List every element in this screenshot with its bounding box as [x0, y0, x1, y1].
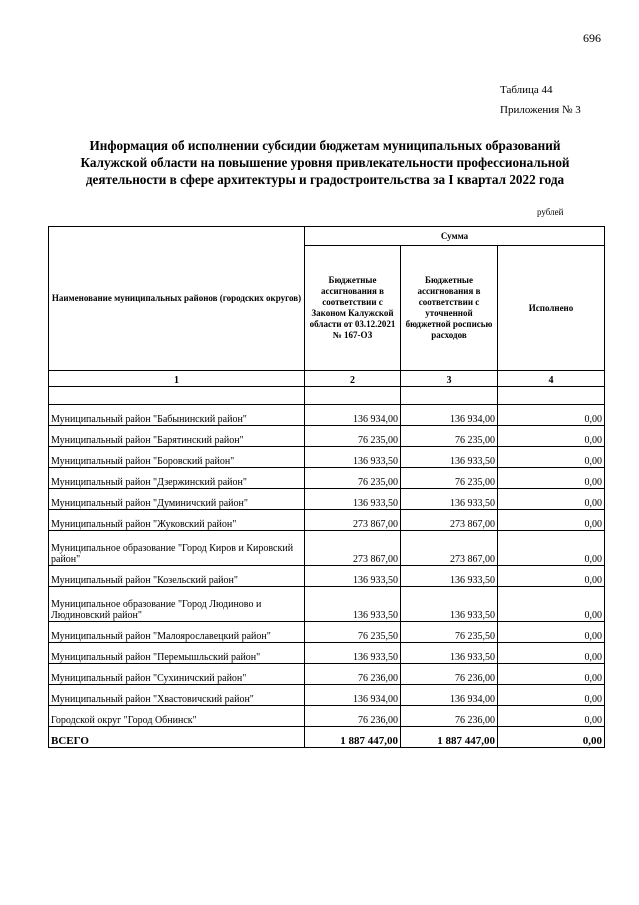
table-row [49, 468, 605, 489]
total-row [49, 727, 605, 748]
row-done: 0,00 [498, 664, 605, 685]
appendix-label: Приложения № 3 [500, 104, 581, 116]
row-name: Муниципальное образование "Город Киров и Кировский район" [49, 531, 305, 566]
row-law: 136 933,50 [305, 587, 401, 622]
table-row [49, 643, 605, 664]
table-row [49, 566, 605, 587]
row-law: 273 867,00 [305, 510, 401, 531]
row-done: 0,00 [498, 489, 605, 510]
row-name: Муниципальный район "Сухиничский район" [49, 664, 305, 685]
col-number-2: 2 [305, 371, 401, 387]
spacer-row [49, 387, 605, 405]
units-label: рублей [537, 207, 564, 217]
row-refined: 76 236,00 [401, 706, 498, 727]
table-row [49, 405, 605, 426]
total-refined: 1 887 447,00 [401, 727, 498, 748]
total-done: 0,00 [498, 727, 605, 748]
row-done: 0,00 [498, 468, 605, 489]
header-name: Наименование муниципальных районов (городских округов) [49, 227, 305, 371]
row-refined: 136 934,00 [401, 685, 498, 706]
subsidy-table [48, 226, 605, 748]
table-row [49, 664, 605, 685]
row-law: 76 236,00 [305, 706, 401, 727]
row-name: Городской округ "Город Обнинск" [49, 706, 305, 727]
row-name: Муниципальный район "Бабынинский район" [49, 405, 305, 426]
row-law: 136 934,00 [305, 405, 401, 426]
row-done: 0,00 [498, 405, 605, 426]
row-refined: 273 867,00 [401, 531, 498, 566]
col-number-4: 4 [498, 371, 605, 387]
row-refined: 136 933,50 [401, 587, 498, 622]
page-number: 696 [583, 31, 601, 45]
total-label: ВСЕГО [49, 727, 305, 748]
header-sum: Сумма [305, 227, 605, 246]
header-executed: Исполнено [498, 246, 605, 371]
row-refined: 76 236,00 [401, 664, 498, 685]
row-done: 0,00 [498, 531, 605, 566]
row-name: Муниципальный район "Козельский район" [49, 566, 305, 587]
row-done: 0,00 [498, 643, 605, 664]
header-refined-allocation: Бюджетные ассигнования в соответствии с уточненной бюджетной росписью расходов [401, 246, 498, 371]
row-done: 0,00 [498, 566, 605, 587]
row-done: 0,00 [498, 587, 605, 622]
row-law: 136 933,50 [305, 447, 401, 468]
row-refined: 136 933,50 [401, 489, 498, 510]
row-name: Муниципальный район "Хвастовичский район" [49, 685, 305, 706]
table-row [49, 706, 605, 727]
row-done: 0,00 [498, 510, 605, 531]
table-row [49, 685, 605, 706]
row-refined: 136 934,00 [401, 405, 498, 426]
row-refined: 136 933,50 [401, 643, 498, 664]
col-number-1: 1 [49, 371, 305, 387]
table-row [49, 531, 605, 566]
row-refined: 76 235,00 [401, 426, 498, 447]
row-law: 136 933,50 [305, 643, 401, 664]
row-law: 76 235,50 [305, 622, 401, 643]
table-row [49, 426, 605, 447]
table-row [49, 587, 605, 622]
header-law-allocation: Бюджетные ассигнования в соответствии с Законом Калужской области от 03.12.2021 № 167-ОЗ [305, 246, 401, 371]
row-law: 76 236,00 [305, 664, 401, 685]
total-law: 1 887 447,00 [305, 727, 401, 748]
table-row [49, 510, 605, 531]
row-name: Муниципальный район "Жуковский район" [49, 510, 305, 531]
row-refined: 273 867,00 [401, 510, 498, 531]
row-refined: 76 235,00 [401, 468, 498, 489]
row-refined: 136 933,50 [401, 447, 498, 468]
row-done: 0,00 [498, 447, 605, 468]
row-law: 76 235,00 [305, 426, 401, 447]
col-number-3: 3 [401, 371, 498, 387]
row-done: 0,00 [498, 706, 605, 727]
row-name: Муниципальный район "Думиничский район" [49, 489, 305, 510]
row-name: Муниципальный район "Боровский район" [49, 447, 305, 468]
row-law: 273 867,00 [305, 531, 401, 566]
row-law: 136 933,50 [305, 566, 401, 587]
row-refined: 136 933,50 [401, 566, 498, 587]
row-name: Муниципальный район "Дзержинский район" [49, 468, 305, 489]
row-name: Муниципальный район "Перемышльский район" [49, 643, 305, 664]
document-title: Информация об исполнении субсидии бюджетам муниципальных образований Калужской области на повышение уровня привлекательности профессиональной деятельности в сфере архитектуры и градостроительства за I квартал 2022 года [80, 138, 570, 187]
row-law: 136 933,50 [305, 489, 401, 510]
row-refined: 76 235,50 [401, 622, 498, 643]
table-row [49, 622, 605, 643]
table-row [49, 447, 605, 468]
table-label: Таблица 44 [500, 84, 553, 96]
row-law: 136 934,00 [305, 685, 401, 706]
table-row [49, 489, 605, 510]
row-done: 0,00 [498, 426, 605, 447]
row-done: 0,00 [498, 685, 605, 706]
row-name: Муниципальный район "Барятинский район" [49, 426, 305, 447]
row-name: Муниципальный район "Малоярославецкий район" [49, 622, 305, 643]
row-name: Муниципальное образование "Город Людиново и Людиновский район" [49, 587, 305, 622]
row-law: 76 235,00 [305, 468, 401, 489]
row-done: 0,00 [498, 622, 605, 643]
